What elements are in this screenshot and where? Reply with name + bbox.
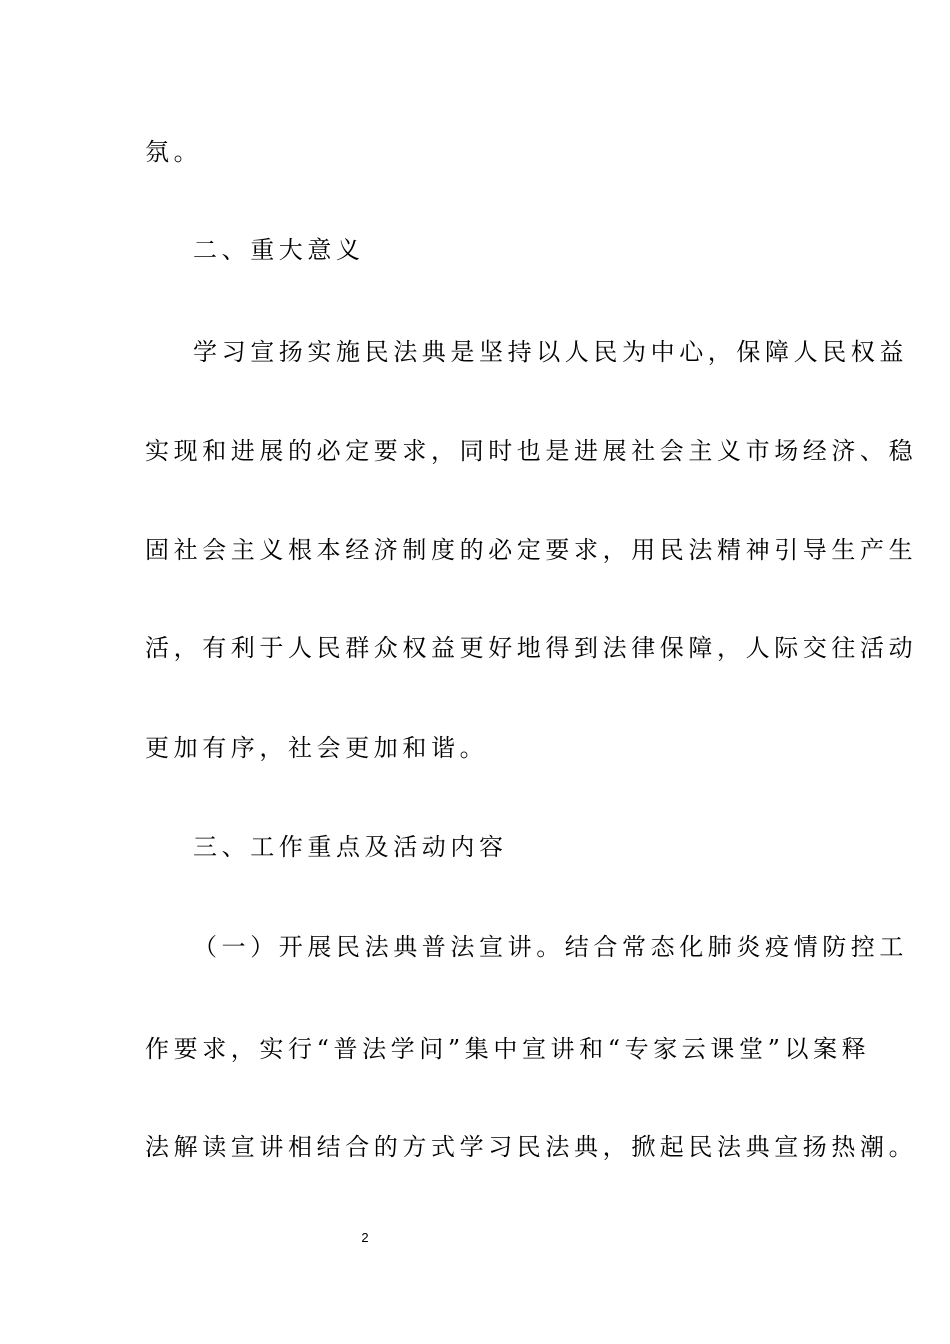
paragraph-line: 固社会主义根本经济制度的必定要求，用民法精神引导生产生 <box>145 536 918 564</box>
section-heading-work-focus: 三、工作重点及活动内容 <box>193 833 508 861</box>
paragraph-line: 学习宣扬实施民法典是坚持以人民为中心，保障人民权益 <box>193 338 908 366</box>
paragraph-continuation: 氛。 <box>145 138 203 166</box>
paragraph-line: 作要求，实行“普法学问”集中宣讲和“专家云课堂”以案释 <box>145 1035 871 1063</box>
paragraph-line: 更加有序，社会更加和谐。 <box>145 734 489 762</box>
paragraph-line: （一）开展民法典普法宣讲。结合常态化肺炎疫情防控工 <box>193 933 908 961</box>
paragraph-line: 法解读宣讲相结合的方式学习民法典，掀起民法典宣扬热潮。 <box>145 1133 918 1161</box>
page-number: 2 <box>361 1230 369 1245</box>
paragraph-line: 活，有利于人民群众权益更好地得到法律保障，人际交往活动 <box>145 634 918 662</box>
paragraph-line: 实现和进展的必定要求，同时也是进展社会主义市场经济、稳 <box>145 437 918 465</box>
section-heading-significance: 二、重大意义 <box>193 236 365 264</box>
